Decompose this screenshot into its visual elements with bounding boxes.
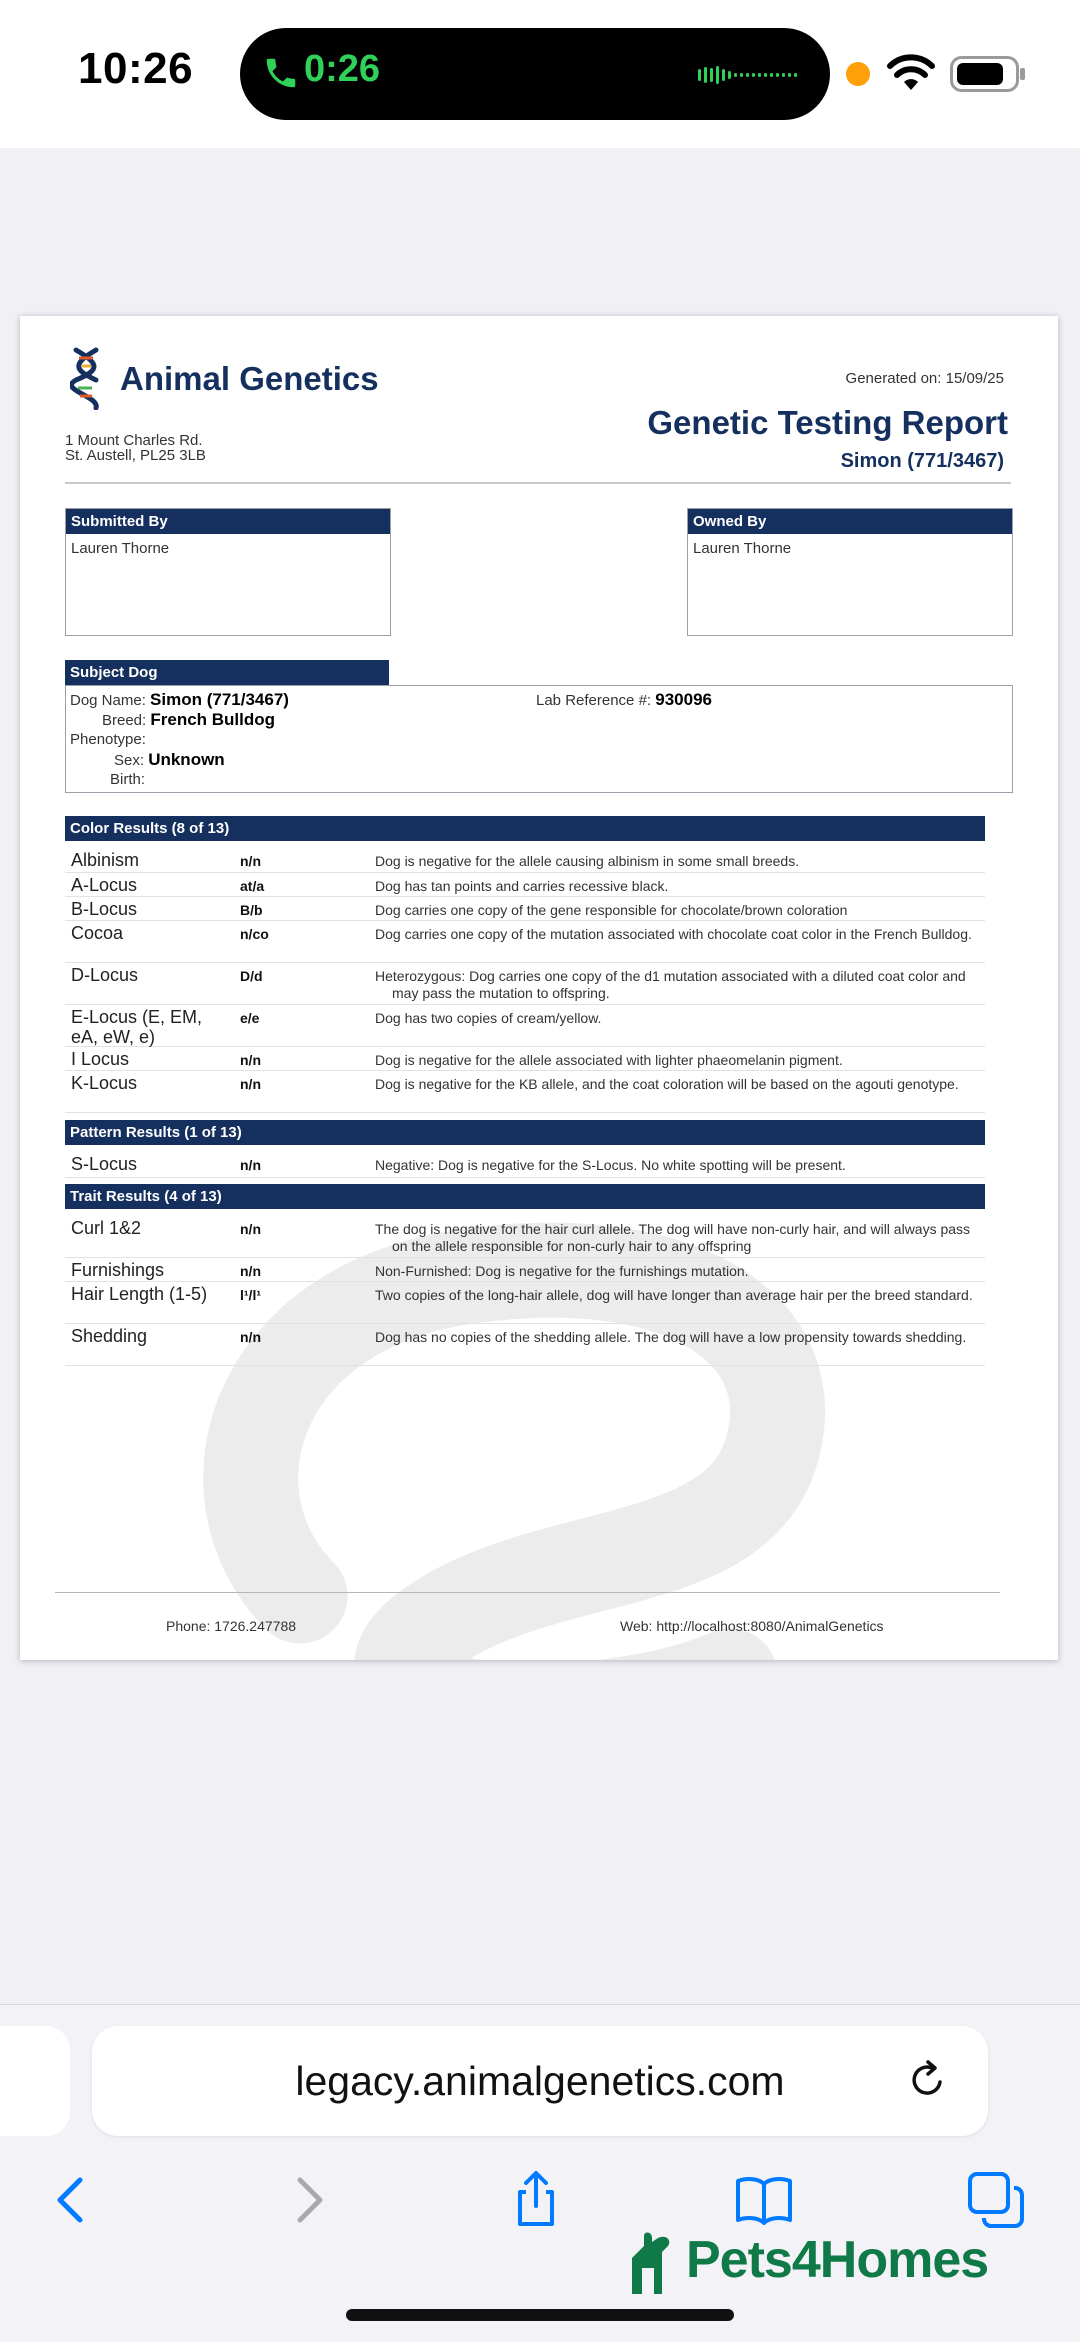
address-bar[interactable] <box>92 2026 988 2136</box>
phone-icon <box>262 52 300 94</box>
sex-row <box>114 750 225 770</box>
color-result-row <box>65 873 985 897</box>
footer-web: Web: http://localhost:8080/AnimalGenetics <box>620 1618 884 1634</box>
home-indicator[interactable] <box>346 2309 734 2321</box>
locus-name: Shedding <box>71 1326 148 1346</box>
submitted-by-label: Submitted By <box>66 509 390 534</box>
privacy-indicator <box>846 62 870 86</box>
color-result-row <box>65 1005 985 1047</box>
generated-date: Generated on: 15/09/25 <box>845 370 1004 387</box>
birth-label: Birth: <box>110 771 146 788</box>
phenotype-row <box>70 731 146 748</box>
locus-name: Furnishings <box>71 1260 165 1280</box>
result-description: Dog carries one copy of the mutation associated with chocolate coat color in the French Bulldog. <box>375 926 972 942</box>
locus-name: D-Locus <box>71 965 139 985</box>
dog-name-value: Simon (771/3467) <box>150 690 289 709</box>
url-text[interactable]: legacy.animalgenetics.com <box>295 2058 785 2104</box>
result-description: Dog carries one copy of the gene responsible for chocolate/brown coloration <box>375 902 848 918</box>
locus-name: S-Locus <box>71 1154 138 1174</box>
submitted-by-box <box>65 508 391 636</box>
footer-phone: Phone: 1726.247788 <box>166 1618 297 1634</box>
tabs-icon[interactable] <box>966 2170 1026 2230</box>
sex-value: Unknown <box>148 750 225 769</box>
color-result-row <box>65 897 985 921</box>
lab-address-line2: St. Austell, PL25 3LB <box>65 447 206 464</box>
locus-name: Albinism <box>71 850 140 870</box>
genotype-value: n/n <box>240 1157 261 1173</box>
result-description: Heterozygous: Dog carries one copy of the d1 mutation associated with a diluted coat color and may pass the mutation to offspring. <box>375 968 966 1001</box>
phenotype-label: Phenotype: <box>70 731 146 748</box>
report-page <box>20 316 1058 1660</box>
color-result-row <box>65 1047 985 1071</box>
lab-address-line1: 1 Mount Charles Rd. <box>65 432 203 449</box>
genotype-value: n/co <box>240 926 269 942</box>
locus-name: A-Locus <box>71 875 138 895</box>
trait-result-row <box>65 1324 985 1366</box>
locus-name: K-Locus <box>71 1073 138 1093</box>
color-results-header: Color Results (8 of 13) <box>65 816 985 841</box>
genotype-value: n/n <box>240 1076 261 1092</box>
dog-name-label: Dog Name: <box>70 692 146 709</box>
genotype-value: D/d <box>240 968 263 984</box>
locus-name: Hair Length (1-5) <box>71 1284 208 1304</box>
submitted-by-value: Lauren Thorne <box>71 540 170 557</box>
result-description: Dog is negative for the allele causing albinism in some small breeds. <box>375 853 800 869</box>
result-description: Dog has two copies of cream/yellow. <box>375 1010 602 1026</box>
lab-reference-label: Lab Reference #: <box>536 692 652 709</box>
result-description: Dog has no copies of the shedding allele. The dog will have a low propensity towards shedding. <box>375 1329 967 1345</box>
result-description: The dog is negative for the hair curl allele. The dog will have non-curly hair, and will always pass on the allele responsible for non-curly hair to any offspring <box>375 1221 971 1254</box>
genotype-value: B/b <box>240 902 263 918</box>
subject-dog-header: Subject Dog <box>65 660 389 685</box>
pets4homes-logo-icon <box>628 2228 684 2298</box>
genotype-value: n/n <box>240 1263 261 1279</box>
report-title: Genetic Testing Report <box>647 404 1008 441</box>
genotype-value: l¹/l¹ <box>240 1287 261 1303</box>
breed-value: French Bulldog <box>150 710 276 729</box>
pattern-result-row <box>65 1152 985 1178</box>
genotype-value: n/n <box>240 1221 261 1237</box>
subject-dog-box <box>65 685 1013 793</box>
previous-tab-preview[interactable] <box>0 2026 70 2136</box>
color-result-row <box>65 921 985 963</box>
trait-result-row <box>65 1216 985 1258</box>
wifi-icon <box>886 54 936 92</box>
genotype-value: at/a <box>240 878 265 894</box>
sex-label: Sex: <box>114 752 145 769</box>
trait-results-header: Trait Results (4 of 13) <box>65 1184 985 1209</box>
report-subtitle: Simon (771/3467) <box>840 450 1004 472</box>
pets4homes-text: Pets4Homes <box>686 2231 989 2289</box>
genotype-value: n/n <box>240 1052 261 1068</box>
back-icon[interactable] <box>42 2170 102 2230</box>
forward-icon[interactable] <box>278 2170 338 2230</box>
locus-name: B-Locus <box>71 899 138 919</box>
footer-divider <box>55 1592 1000 1593</box>
genotype-value: e/e <box>240 1010 260 1026</box>
header-divider <box>65 482 1011 484</box>
birth-row <box>110 771 145 788</box>
locus-name: E-Locus (E, EM, eA, eW, e) <box>71 1007 203 1047</box>
breed-label: Breed: <box>102 712 147 729</box>
locus-name: Curl 1&2 <box>71 1218 142 1238</box>
lab-reference-value: 930096 <box>655 690 712 709</box>
lab-reference-row <box>536 690 712 710</box>
color-result-row <box>65 1071 985 1113</box>
waveform-icon <box>698 62 800 88</box>
pets4homes-watermark <box>628 2228 1028 2298</box>
lab-name: Animal Genetics <box>120 360 379 397</box>
battery-icon <box>950 56 1026 92</box>
genotype-value: n/n <box>240 1329 261 1345</box>
locus-name: Cocoa <box>71 923 124 943</box>
result-description: Two copies of the long-hair allele, dog will have longer than average hair per the breed standard. <box>375 1287 973 1303</box>
trait-result-row <box>65 1282 985 1324</box>
color-result-row <box>65 963 985 1005</box>
result-description: Non-Furnished: Dog is negative for the furnishings mutation. <box>375 1263 749 1279</box>
result-description: Dog is negative for the allele associated with lighter phaeomelanin pigment. <box>375 1052 843 1068</box>
genotype-value: n/n <box>240 853 261 869</box>
result-description: Negative: Dog is negative for the S-Locus. No white spotting will be present. <box>375 1157 846 1173</box>
color-result-row <box>65 848 985 873</box>
owned-by-value: Lauren Thorne <box>693 540 792 557</box>
dna-icon <box>70 346 104 410</box>
locus-name: I Locus <box>71 1049 130 1069</box>
owned-by-box <box>687 508 1013 636</box>
trait-result-row <box>65 1258 985 1282</box>
result-description: Dog is negative for the KB allele, and the coat coloration will be based on the agouti genotype. <box>375 1076 959 1092</box>
breed-row <box>102 710 275 730</box>
status-bar <box>0 0 1080 148</box>
share-icon[interactable] <box>506 2170 566 2230</box>
status-time: 10:26 <box>78 44 194 93</box>
dog-name-row <box>70 690 289 710</box>
result-description: Dog has tan points and carries recessive black. <box>375 878 669 894</box>
owned-by-label: Owned By <box>688 509 1012 534</box>
bookmarks-icon[interactable] <box>734 2170 794 2230</box>
pattern-results-header: Pattern Results (1 of 13) <box>65 1120 985 1145</box>
call-timer: 0:26 <box>304 48 381 90</box>
reload-icon[interactable] <box>904 2056 952 2104</box>
